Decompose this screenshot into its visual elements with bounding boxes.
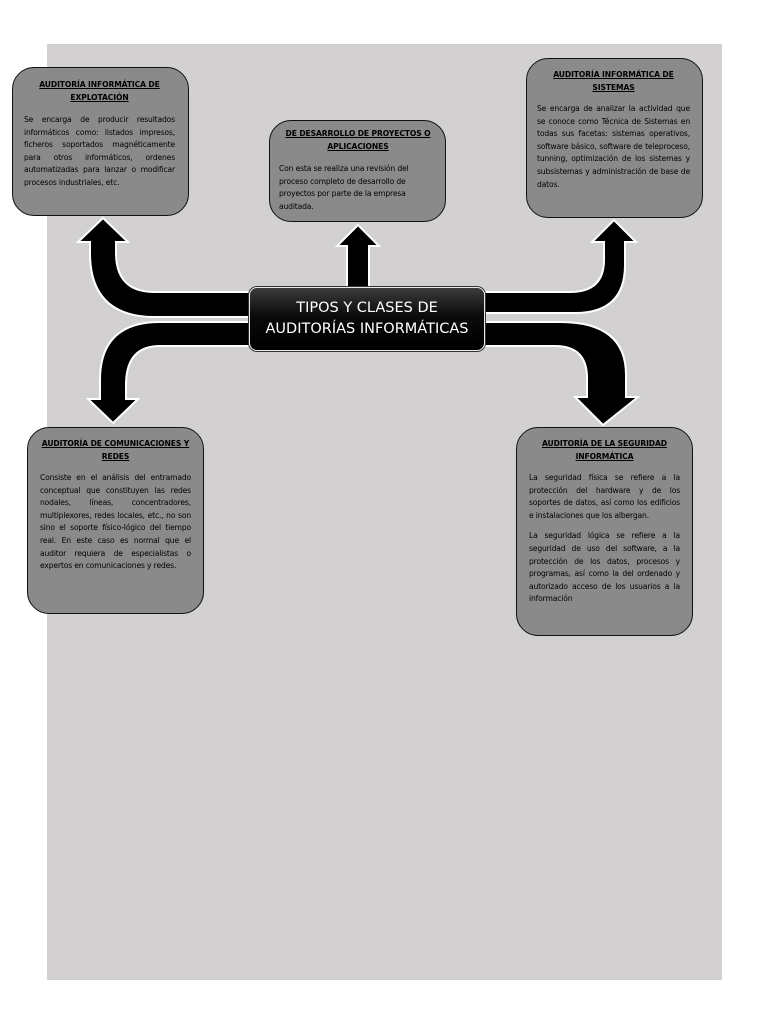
arrow-to-sistemas: [484, 220, 636, 313]
node-title: AUDITORÍA INFORMÁTICA DE EXPLOTACIÓN: [39, 80, 160, 102]
node-title: AUDITORÍA DE COMUNICACIONES Y REDES: [41, 439, 190, 461]
central-title: [249, 287, 485, 351]
arrow-to-desarrollo: [337, 225, 379, 287]
central-title-line1: TIPOS Y CLASES DE: [296, 300, 438, 316]
node-text: Consiste en el análisis del entramado conceptual que constituyen las redes nodales, líneas, concentradores, multiplexores, redes locales, etc., no son sino el soporte físico-lógico del tiempo real. En este caso es normal que el auditor requiera de especialistas o expertos en comunicaciones y redes.: [40, 473, 191, 571]
central-title-line2: AUDITORÍAS INFORMÁTICAS: [265, 321, 469, 337]
node-text: Con esta se realiza una revisión del proceso completo de desarrollo de proyectos por parte de la empresa auditada.: [279, 164, 409, 211]
node-title: AUDITORÍA INFORMÁTICA DE SISTEMAS: [553, 70, 674, 92]
node-text-logica: La seguridad lógica se refiere a la seguridad de uso del software, a la protección de los datos, procesos y programas, así como la del ordenado y autorizado acceso de los usuarios a la información: [529, 531, 680, 604]
node-seguridad: [516, 427, 693, 636]
arrow-to-seguridad: [484, 322, 638, 425]
node-text: Se encarga de producir resultados informáticos como: listados impresos, ficheros soportados magnéticamente para otros informáticos, ordenes automatizadas para lanzar o modificar procesos industriales, etc.: [24, 115, 175, 187]
node-desarrollo: [269, 120, 446, 222]
node-text-fisica: La seguridad física se refiere a la protección del hardware y de los soportes de datos, así como los edificios e instalaciones que los albergan.: [529, 473, 680, 520]
arrow-to-comunicaciones: [88, 322, 250, 423]
node-title: AUDITORÍA DE LA SEGURIDAD INFORMÁTICA: [542, 439, 667, 461]
node-sistemas: [526, 58, 703, 218]
node-comunicaciones: [27, 427, 204, 614]
arrow-to-explotacion: [78, 218, 250, 317]
node-title: DE DESARROLLO DE PROYECTOS O APLICACIONES: [285, 129, 431, 151]
node-text: Se encarga de analizar la actividad que se conoce como Técnica de Sistemas en todas sus facetas: sistemas operativos, software básico, software de teleproceso, tunning, optimización de los sistemas y subsistemas y administración de base de datos.: [537, 104, 690, 189]
node-explotacion: [12, 67, 189, 216]
